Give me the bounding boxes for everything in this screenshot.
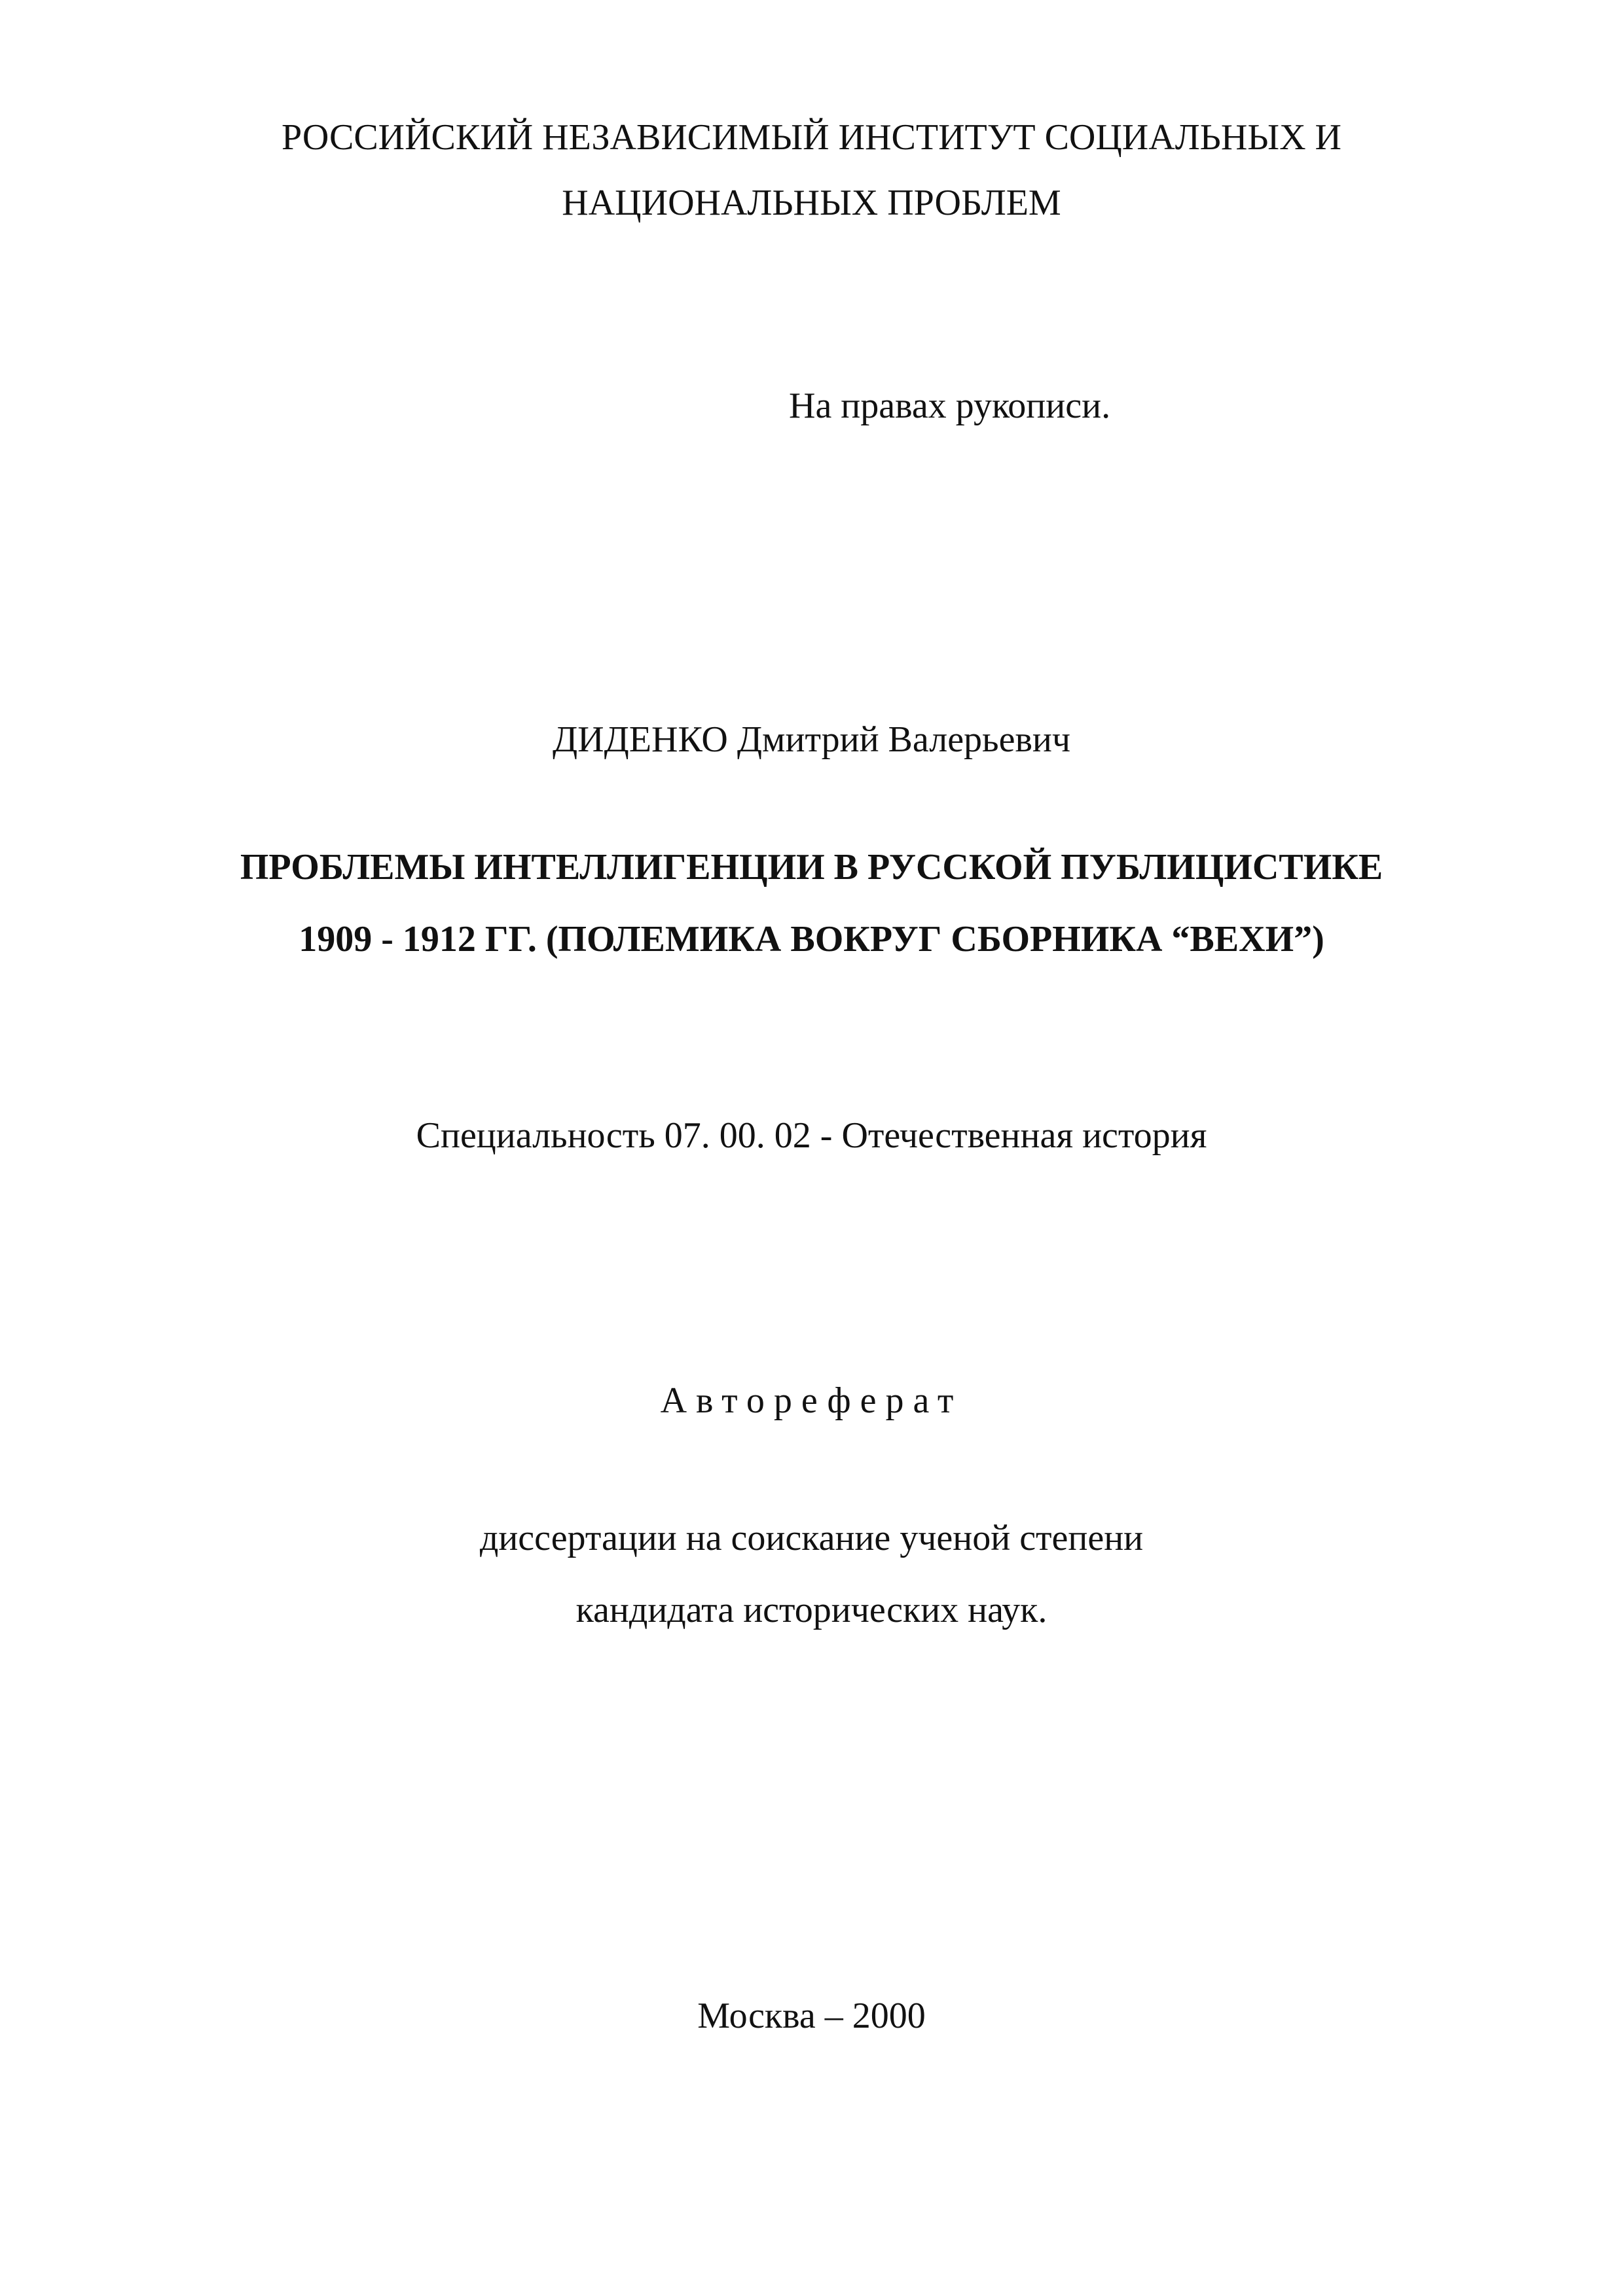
title-line-2: 1909 - 1912 ГГ. (ПОЛЕМИКА ВОКРУГ СБОРНИКА “ВЕХИ”): [299, 919, 1324, 960]
author-name: ДИДЕНКО Дмитрий Валерьевич: [552, 719, 1071, 760]
manuscript-note: На правах рукописи.: [789, 386, 1111, 426]
document-type: Автореферат: [660, 1380, 963, 1421]
title-line-1: ПРОБЛЕМЫ ИНТЕЛЛИГЕНЦИИ В РУССКОЙ ПУБЛИЦИСТИКЕ: [240, 847, 1383, 888]
degree-line-1: диссертации на соискание ученой степени: [479, 1518, 1144, 1558]
specialty: Специальность 07. 00. 02 - Отечественная история: [416, 1115, 1207, 1156]
institution-line-2: НАЦИОНАЛЬНЫХ ПРОБЛЕМ: [562, 183, 1061, 223]
degree-line-2: кандидата исторических наук.: [575, 1590, 1048, 1630]
institution-line-1: РОССИЙСКИЙ НЕЗАВИСИМЫЙ ИНСТИТУТ СОЦИАЛЬНЫХ И: [282, 117, 1341, 158]
place-year: Москва – 2000: [697, 1996, 926, 2036]
